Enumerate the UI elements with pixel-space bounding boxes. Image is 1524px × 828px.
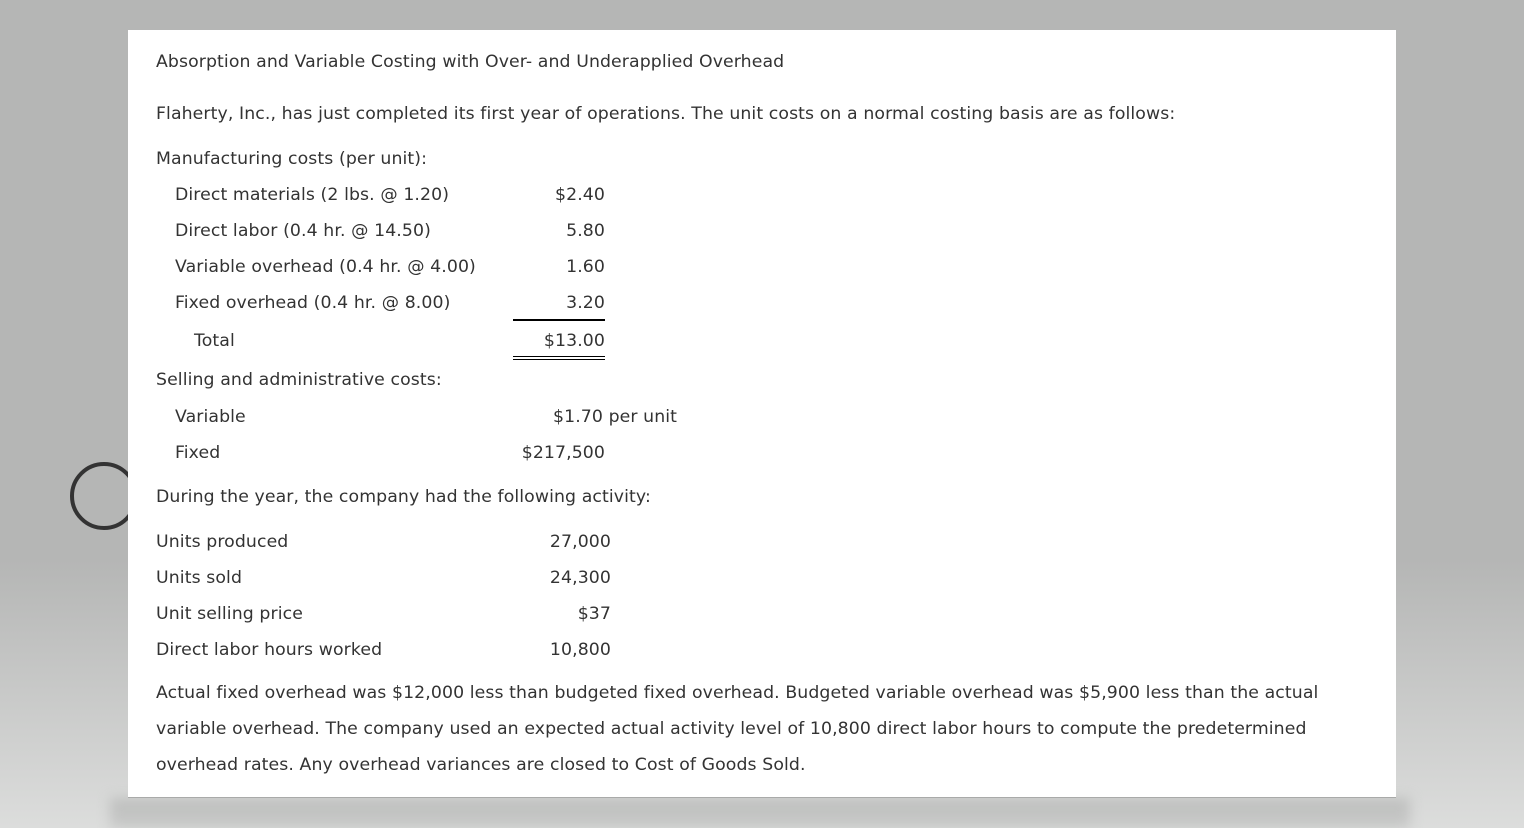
row-value-variable-overhead: 1.60 <box>566 257 605 277</box>
row-label-variable-overhead: Variable overhead (0.4 hr. @ 4.00) <box>175 257 476 277</box>
row-value-units-sold: 24,300 <box>549 568 611 588</box>
card-shadow <box>110 798 1410 828</box>
problem-card <box>128 30 1396 798</box>
row-value-direct-labor: 5.80 <box>566 221 605 241</box>
closing-paragraph-line-3: overhead rates. Any overhead variances are closed to Cost of Goods Sold. <box>156 755 806 775</box>
closing-paragraph-line-1: Actual fixed overhead was $12,000 less than budgeted fixed overhead. Budgeted variable overhead was $5,900 less than the actual <box>156 683 1319 703</box>
row-label-direct-labor-hours: Direct labor hours worked <box>156 640 383 660</box>
row-value-sa-variable <box>553 407 677 427</box>
row-label-sa-variable: Variable <box>175 407 246 427</box>
row-label-units-produced: Units produced <box>156 532 289 552</box>
total-label: Total <box>194 331 235 351</box>
row-value-fixed-overhead: 3.20 <box>566 293 605 313</box>
row-label-sa-fixed: Fixed <box>175 443 221 463</box>
activity-heading: During the year, the company had the following activity: <box>156 487 651 507</box>
sa-variable-suffix: per unit <box>602 407 678 427</box>
row-label-fixed-overhead: Fixed overhead (0.4 hr. @ 8.00) <box>175 293 451 313</box>
total-double-rule-bottom <box>513 359 605 360</box>
row-value-sa-fixed: $217,500 <box>521 443 605 463</box>
row-label-unit-selling-price: Unit selling price <box>156 604 303 624</box>
row-value-units-produced: 27,000 <box>549 532 611 552</box>
intro-paragraph: Flaherty, Inc., has just completed its first year of operations. The unit costs on a normal costing basis are as follows: <box>156 104 1176 124</box>
sa-variable-amount: $1.70 <box>553 407 603 427</box>
row-label-direct-materials: Direct materials (2 lbs. @ 1.20) <box>175 185 450 205</box>
page-title: Absorption and Variable Costing with Over- and Underapplied Overhead <box>156 52 785 72</box>
total-value: $13.00 <box>543 331 605 351</box>
subtotal-rule <box>513 319 605 321</box>
row-value-direct-labor-hours: 10,800 <box>549 640 611 660</box>
closing-paragraph-line-2: variable overhead. The company used an expected actual activity level of 10,800 direct labor hours to compute the predetermined <box>156 719 1307 739</box>
row-label-units-sold: Units sold <box>156 568 243 588</box>
total-double-rule-top <box>513 356 605 357</box>
selling-admin-heading: Selling and administrative costs: <box>156 370 442 390</box>
row-value-unit-selling-price: $37 <box>577 604 611 624</box>
row-label-direct-labor: Direct labor (0.4 hr. @ 14.50) <box>175 221 431 241</box>
row-value-direct-materials: $2.40 <box>555 185 605 205</box>
manufacturing-heading: Manufacturing costs (per unit): <box>156 149 428 169</box>
